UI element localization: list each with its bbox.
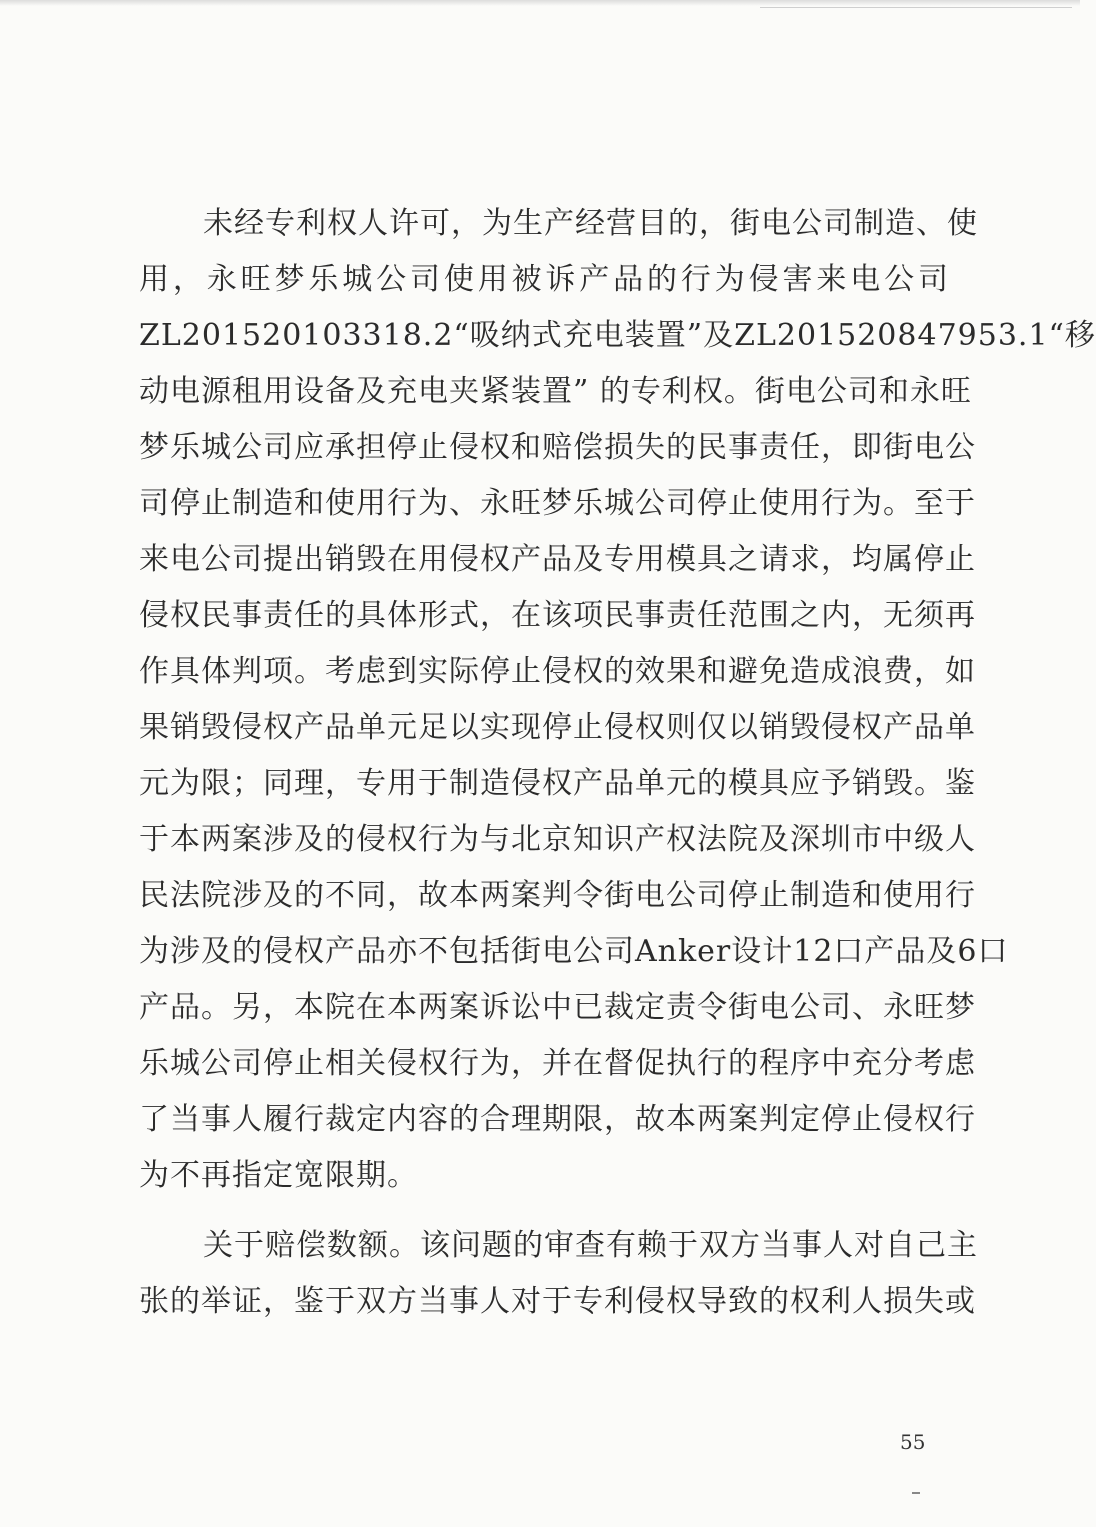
paragraph-line: 产品。另，本院在本两案诉讼中已裁定责令街电公司、永旺梦 [139, 990, 976, 1025]
page-number: 55 [900, 1430, 926, 1454]
paragraph-line: 了当事人履行裁定内容的合理期限，故本两案判定停止侵权行 [139, 1102, 976, 1137]
paragraph-line: 乐城公司停止相关侵权行为，并在督促执行的程序中充分考虑 [139, 1046, 976, 1081]
paragraph-line: 为涉及的侵权产品亦不包括街电公司Anker设计12口产品及6口 [139, 934, 1009, 969]
paragraph-line: 关于赔偿数额。该问题的审查有赖于双方当事人对自己主 [203, 1228, 978, 1263]
paragraph-line: 张的举证，鉴于双方当事人对于专利侵权导致的权利人损失或 [139, 1284, 976, 1319]
paragraph-line: 元为限；同理，专用于制造侵权产品单元的模具应予销毁。鉴 [139, 766, 976, 801]
page-mark [912, 1492, 920, 1494]
paragraph-compensation [139, 1218, 978, 1330]
paragraph-line: 未经专利权人许可，为生产经营目的，街电公司制造、使 [203, 206, 978, 241]
paragraph-line: 侵权民事责任的具体形式，在该项民事责任范围之内，无须再 [139, 598, 976, 633]
paragraph-line: 果销毁侵权产品单元足以实现停止侵权则仅以销毁侵权产品单 [139, 710, 976, 745]
paragraph-line: 梦乐城公司应承担停止侵权和赔偿损失的民事责任，即街电公 [139, 430, 976, 465]
paragraph-line: 为不再指定宽限期。 [139, 1158, 418, 1193]
document-page [139, 196, 1096, 1330]
paragraph-line: 来电公司提出销毁在用侵权产品及专用模具之请求，均属停止 [139, 542, 976, 577]
paragraph-line: ZL201520103318.2“吸纳式充电装置”及ZL201520847953.1“移 [139, 318, 1096, 353]
top-rule [760, 7, 1072, 8]
paragraph-line: 民法院涉及的不同，故本两案判令街电公司停止制造和使用行 [139, 878, 976, 913]
paragraph-infringement-liability [139, 196, 1096, 1204]
page-top-edge [0, 0, 1080, 6]
paragraph-gap [139, 1204, 949, 1218]
paragraph-line: 动电源租用设备及充电夹紧装置” 的专利权。街电公司和永旺 [139, 374, 972, 409]
paragraph-line: 作具体判项。考虑到实际停止侵权的效果和避免造成浪费，如 [139, 654, 976, 689]
paragraph-line: 司停止制造和使用行为、永旺梦乐城公司停止使用行为。至于 [139, 486, 976, 521]
paragraph-line: 于本两案涉及的侵权行为与北京知识产权法院及深圳市中级人 [139, 822, 976, 857]
paragraph-line: 用，永旺梦乐城公司使用被诉产品的行为侵害来电公司 [139, 262, 949, 297]
